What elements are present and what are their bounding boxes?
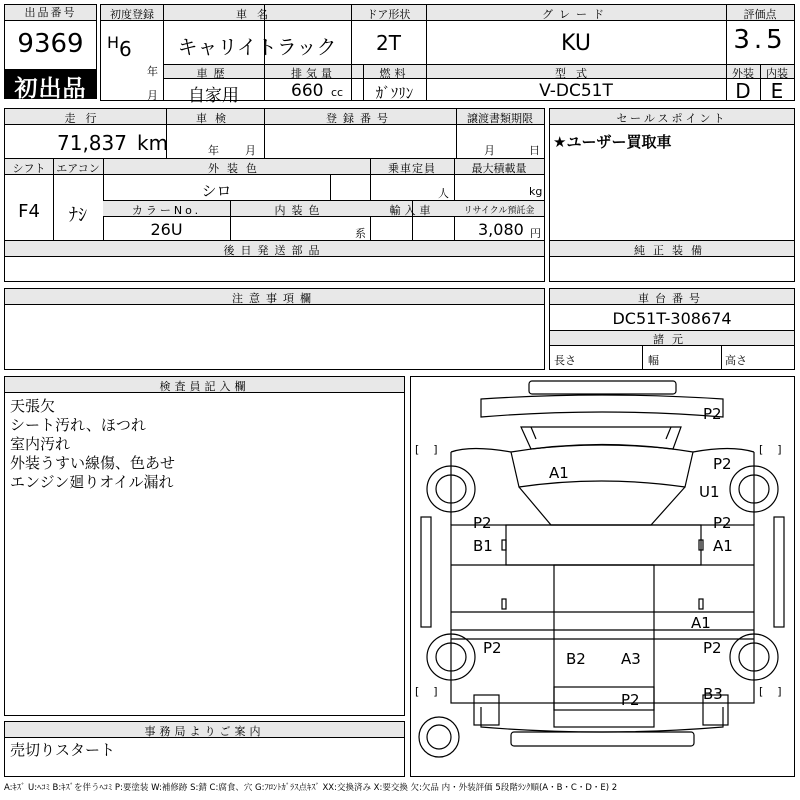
inspection-year-unit: 年 [208,144,219,157]
width-label: 幅 [648,354,659,367]
color-no-label: カラーNo. [131,204,202,217]
car-name: キャリイトラック [177,35,337,59]
load-label: 最大積載量 [471,162,527,175]
bracket: [ ] [759,443,782,456]
inspector-notes [10,397,175,492]
displacement-label: 排気量 [291,67,336,80]
history: 自家用 [188,86,239,106]
inspection-label: 車検 [196,112,234,125]
air-conditioner: ﾅｼ [69,205,87,226]
interior-label: 内装 [766,67,788,80]
plate-label: 登録番号 [326,112,394,125]
capacity-label: 乗車定員 [388,162,436,175]
damage-roof: A1 [549,464,569,482]
height-label: 高さ [725,354,747,367]
import-label: 輸入車 [389,204,435,217]
shift-label: シフト [12,162,46,175]
office-label: 事務局よりご案内 [144,725,265,738]
recycle-label: リサイクル預託金 [463,206,535,216]
month-unit: 月 [147,89,158,102]
damage-rear-right-corner: B3 [703,685,723,703]
interior-color-unit: 系 [355,227,366,240]
grade: KU [561,31,591,56]
office-note: 売切りスタート [10,741,116,759]
inspector-note: 室内汚れ [10,435,71,453]
lot-number-label: 出品番号 [5,5,96,21]
sales-point-label: セールスポイント [616,112,728,125]
interior-grade: E [770,79,784,103]
damage-right-door-top: P2 [713,514,732,532]
inspector-box [4,376,405,716]
inspector-note: 外装うすい線傷、色あせ [10,454,176,472]
recycle-fee: 3,080 [478,220,524,239]
displacement-unit: cc [331,86,344,99]
ac-label: エアコン [56,162,100,175]
mileage: 71,837 [57,131,127,155]
notes-box [4,288,545,370]
color-label: 外装色 [208,162,265,175]
load-unit: kg [529,185,543,198]
damage-rear-gate: P2 [703,405,722,423]
legend: A:ｷｽﾞ U:ﾍｺﾐ B:ｷｽﾞを伴うﾍｺﾐ P:要塗装 W:補修跡 S:錆 C:腐食、穴 G:ﾌﾛﾝﾄｶﾞﾗｽ点ｷｽﾞ XX:交換済み X:要交換 欠:欠品 内・外装評価 5段階ﾗﾝｸ順(A・B・C・D・E) 2 [4,783,618,793]
spec-label: 諸元 [653,333,691,346]
grade-label: グレード [542,8,610,21]
fuel: ｶﾞｿﾘﾝ [375,84,414,102]
exterior-color: シロ [201,182,232,200]
chassis-box [549,288,795,370]
first-reg-year: 6 [119,37,132,61]
chassis-number: DC51T-308674 [612,309,732,328]
inspector-note: 天張欠 [10,397,56,415]
recycle-unit: 円 [530,227,541,240]
genuine-label: 純正装備 [634,244,710,257]
inspector-note: エンジン廻りオイル漏れ [10,473,174,491]
damage-rear-bumper: P2 [621,691,640,709]
damage-right-mirror: U1 [699,483,720,501]
later-parts-label: 後日発送部品 [223,244,326,257]
sales-point: ★ユーザー買取車 [553,133,672,151]
door-type: 2T [376,31,401,55]
first-listing-badge-text: 初出品 [14,76,87,102]
inspection-month-unit: 月 [245,144,256,157]
exterior-label: 外装 [732,67,754,80]
inspector-label: 検査員記入欄 [159,380,250,393]
chassis-label: 車台番号 [638,292,706,305]
history-label: 車歴 [196,67,231,80]
car-name-label: 車名 [236,8,278,21]
genuine-equipment-box [549,240,795,282]
capacity-unit: 人 [438,187,449,200]
transfer-label: 譲渡書類期限 [467,112,533,125]
damage-bed-floor-left: B2 [566,650,586,668]
damage-right-door-bottom: A1 [713,537,733,555]
year-unit: 年 [147,65,158,78]
damage-diagram [410,376,795,777]
damage-front-right-fender: P2 [713,455,732,473]
details-block [4,108,545,241]
damage-left-door-bottom: B1 [473,537,493,555]
interior-color-label: 内装色 [274,204,326,217]
bracket: [ ] [415,685,438,698]
door-type-label: ドア形状 [366,8,411,21]
first-reg-label: 初度登録 [110,8,154,21]
damage-bed-floor-right: A3 [621,650,641,668]
inspector-note: シート汚れ、ほつれ [10,416,146,434]
damage-rear-right-quarter: P2 [703,639,722,657]
transfer-month-unit: 月 [484,144,495,157]
sales-point-box [549,108,795,242]
bracket: [ ] [759,685,782,698]
model-label: 型式 [555,67,597,80]
lot-number: 9369 [17,29,84,59]
damage-left-door-top: P2 [473,514,492,532]
length-label: 長さ [554,354,576,367]
header-grid [100,4,795,106]
lot-number-box [4,4,97,102]
mileage-unit: km [137,131,169,155]
truck-diagram [411,377,794,776]
shift: F4 [18,201,40,222]
era: H [107,33,120,52]
bracket: [ ] [415,443,438,456]
later-parts-box [4,240,545,282]
exterior-grade: D [735,79,751,103]
office-box [4,721,405,777]
first-listing-badge [5,69,96,102]
damage-rear-left-quarter: P2 [483,639,502,657]
score-label: 評価点 [743,8,777,21]
damage-right-bed-rail: A1 [691,614,711,632]
fuel-label: 燃料 [379,67,410,80]
color-no: 26U [150,220,183,239]
model: V-DC51T [539,81,613,101]
score: 3.5 [733,25,787,55]
displacement: 660 [291,81,324,101]
mileage-label: 走行 [64,112,107,125]
notes-label: 注意事項欄 [232,292,317,305]
transfer-day-unit: 日 [529,144,540,157]
